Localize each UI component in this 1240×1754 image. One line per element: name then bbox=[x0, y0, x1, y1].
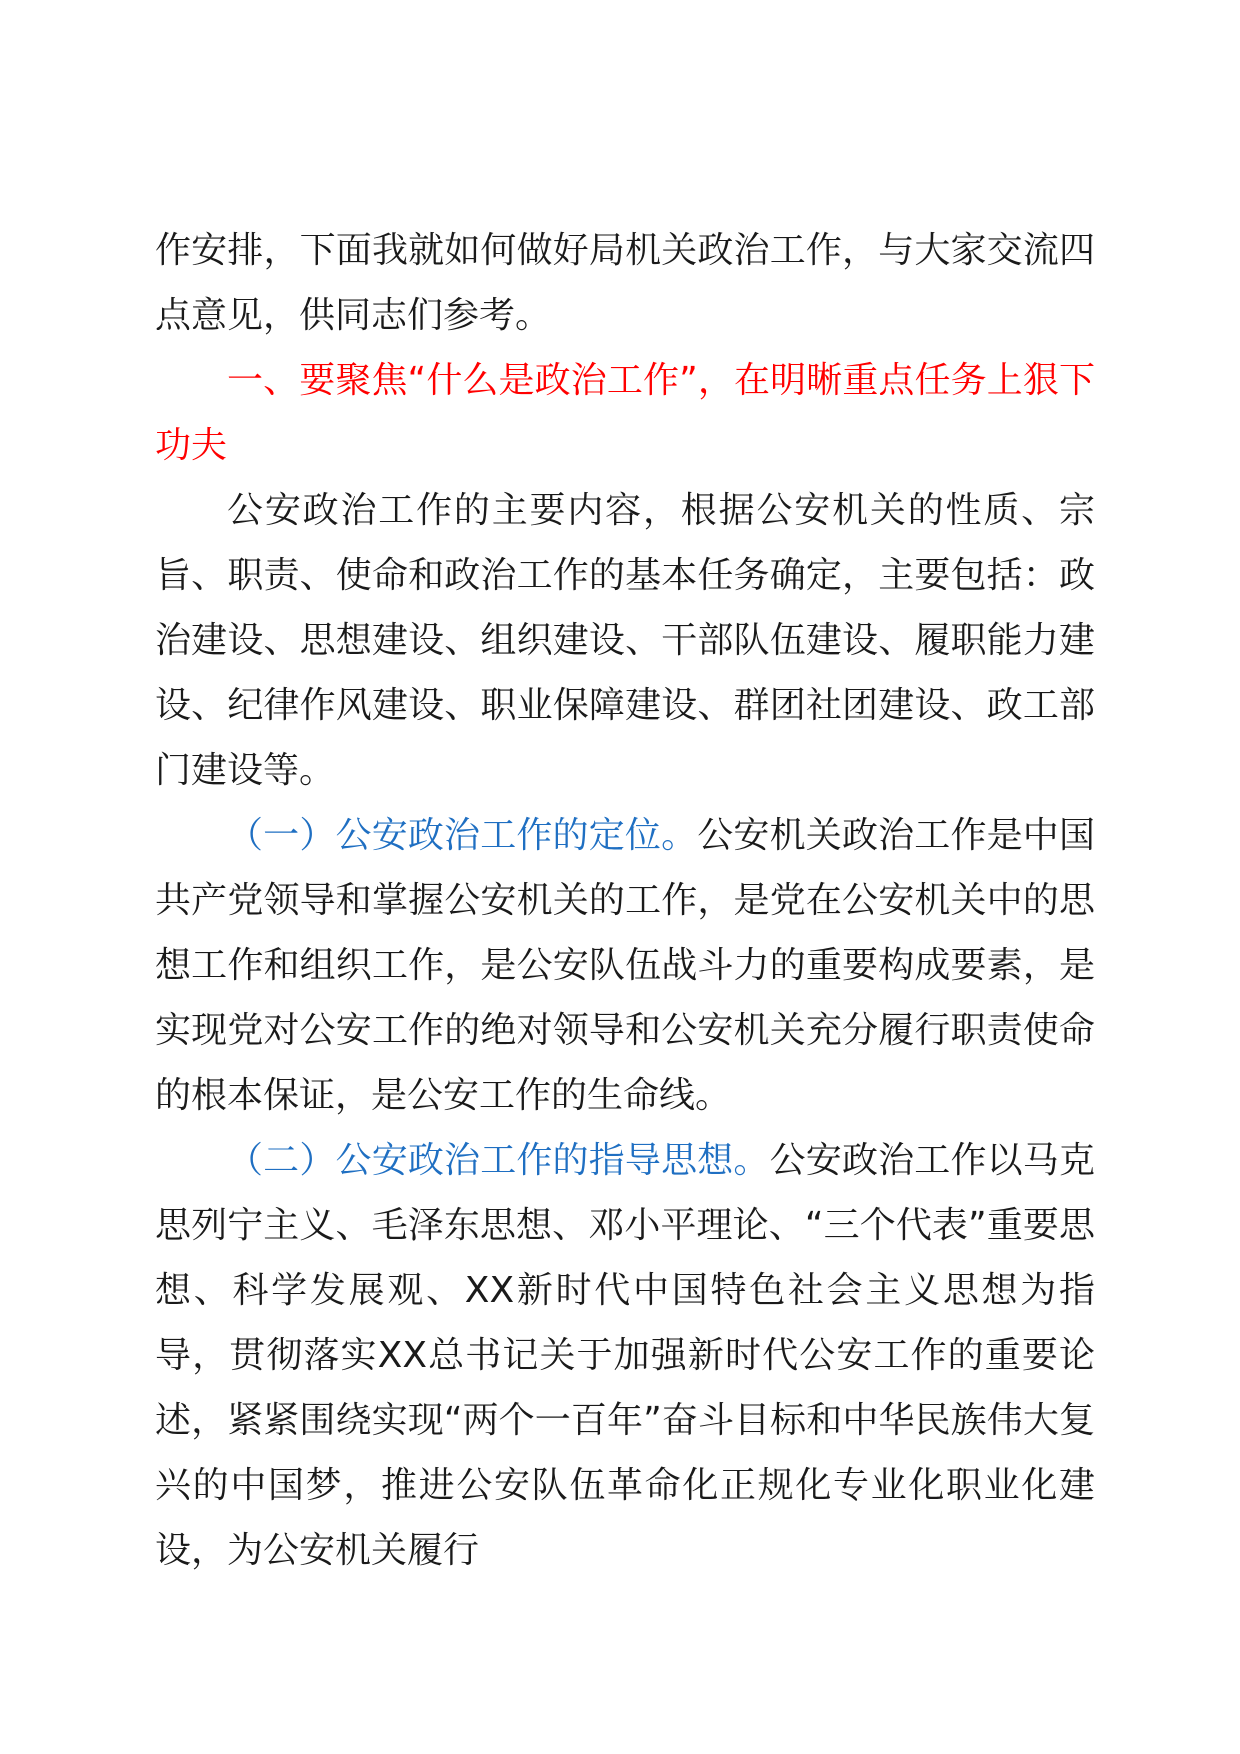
paragraph-guiding-thought-body: 公安政治工作以马克思列宁主义、毛泽东思想、邓小平理论、“三个代表”重要思想、科学发展观、XX新时代中国特色社会主义思想为指导，贯彻落实XX总书记关于加强新时代公安工作的重要论述，紧紧围绕实现“两个一百年”奋斗目标和中华民族伟大复兴的中国梦，推进公安队伍革命化正规化专业化职业化建设，为公安机关履行 bbox=[155, 1140, 1095, 1571]
subheading-guiding-thought: （二）公安政治工作的指导思想。 bbox=[227, 1140, 770, 1181]
document-body bbox=[155, 218, 1095, 1583]
paragraph-continuation: 作安排，下面我就如何做好局机关政治工作，与大家交流四点意见，供同志们参考。 bbox=[155, 230, 1095, 336]
section-heading-1: 一、要聚焦“什么是政治工作”，在明晰重点任务上狠下功夫 bbox=[155, 360, 1095, 466]
paragraph-positioning bbox=[155, 803, 1095, 1128]
paragraph-main-content: 公安政治工作的主要内容，根据公安机关的性质、宗旨、职责、使命和政治工作的基本任务确定，主要包括：政治建设、思想建设、组织建设、干部队伍建设、履职能力建设、纪律作风建设、职业保障建设、群团社团建设、政工部门建设等。 bbox=[155, 490, 1095, 791]
paragraph-guiding-thought bbox=[155, 1128, 1095, 1583]
paragraph-positioning-body: 公安机关政治工作是中国共产党领导和掌握公安机关的工作，是党在公安机关中的思想工作和组织工作，是公安队伍战斗力的重要构成要素，是实现党对公安工作的绝对领导和公安机关充分履行职责使命的根本保证，是公安工作的生命线。 bbox=[155, 815, 1095, 1116]
subheading-positioning: （一）公安政治工作的定位。 bbox=[227, 815, 698, 856]
